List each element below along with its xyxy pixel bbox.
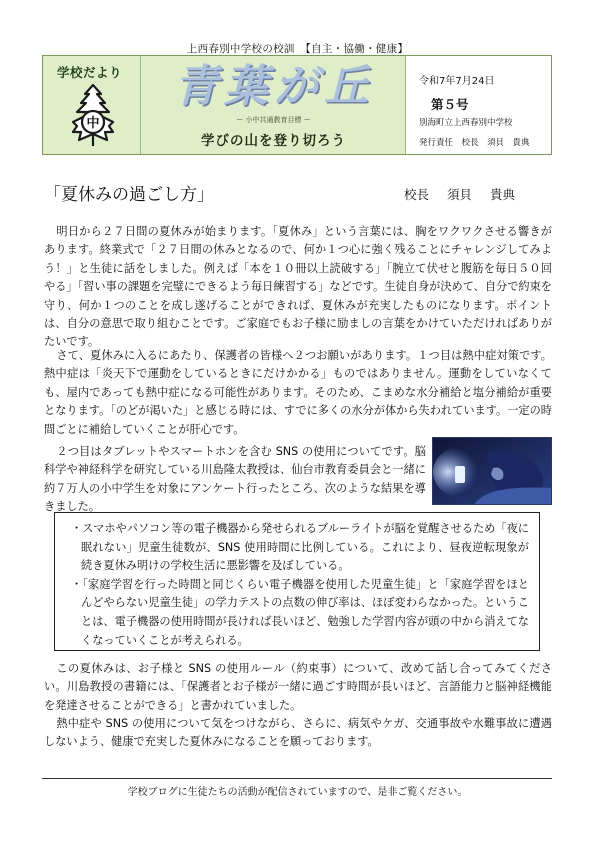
author-given-name: 貴典: [490, 187, 516, 202]
school-emblem-icon: [65, 82, 121, 148]
finding-item: ・ 「家庭学習を行った時間と同じくらい電子機器を使用した児童生徒」と「家庭学習をほとんどやらない児童生徒」の学力テストの点数の伸び率は、ほぼ変わらなかった。ということは、電子機器の使用時間が長ければ長いほど、勉強した学習内容が頭の中から消えてなくなっていくことが考えられる。: [69, 576, 529, 650]
findings-list: [69, 520, 529, 650]
phone-at-night-image: [432, 437, 552, 505]
paragraph-sns-rules: この夏休みは、お子様と SNS の使用ルール（約束事）について、改めて話し合ってみてください。川島教授の書籍には、「保護者とお子様が一緒に過ごす時間が長いほど、言語能力と脳神経機能を発達させることができる」と書かれていました。: [44, 662, 552, 712]
footer-note: 学校ブログに生徒たちの活動が配信されていますので、是非ご覧ください。: [127, 787, 468, 798]
article-headline: 「夏休みの過ごし方」: [44, 185, 214, 205]
paragraph-heatstroke: さて、夏休みに入るにあたり、保護者の皆様へ２つお願いがあります。１つ目は熱中症対策です。熱中症は「炎天下で運動をしているときにだけかかる」ものではありません。運動をしていなくても、屋内であっても熱中症になる可能性があります。そのため、こまめな水分補給と塩分補給が重要となります。「のどが渇いた」と感じる時には、すでに多くの水分が体から失われています。一定の時間ごとに補給していくことが肝心です。: [44, 349, 552, 436]
school-motto: 上西春別中学校の校訓 【自主・協働・健康】: [186, 43, 409, 55]
paragraph-closing: 熱中症や SNS の使用について気をつけながら、さらに、病気やケガ、交通事故や水難事故に遭遇しないよう、健康で充実した夏休みになることを願っております。: [44, 717, 552, 749]
research-findings-box: [54, 512, 540, 651]
author-title: 校長: [404, 187, 430, 202]
masthead-label-panel: [43, 56, 141, 154]
issue-number: 第５号: [431, 97, 469, 112]
article-author: [404, 185, 515, 203]
author-surname: 須貝: [447, 187, 473, 202]
newsletter-label: 学校だより: [57, 65, 123, 80]
paragraph-sns: ２つ目はタブレットやスマートホンを含む SNS の使用についてです。脳科学や神経科学を研究している川島隆太教授は、仙台市教育委員会と一緒に約７万人の小中学生を対象にアンケート行ったところ、次のような結果を導きました。: [44, 445, 426, 514]
slogan: 学びの山を登り切ろう: [201, 133, 346, 149]
masthead: [42, 55, 552, 155]
issue-date: 令和7年7月24日: [419, 76, 495, 87]
paragraph-intro: 明日から２７日間の夏休みが始まります。「夏休み」という言葉には、胸をワクワクさせる響きがあります。終業式で「２７日間の休みとなるので、何か１つ心に強く残ることにチャレンジしてみよう！」と生徒に話をしました。例えば「本を１０冊以上読破する」「腕立て伏せと腹筋を毎日５０回やる」「習い事の課題を完璧にできるよう毎日練習する」などです。生徒自身が決めて、自分で約束を守り、何か１つのことを成し遂げることができれば、夏休みが充実したものになります。ポイントは、自分の意思で取り組むことです。ご家庭でもお子様に励ましの言葉をかけていただければありがたいです。: [44, 225, 552, 349]
finding-item: ・ スマホやパソコン等の電子機器から発せられるブルーライトが脳を覚醒させるため「夜に眠れない」児童生徒数が、SNS 使用時間に比例している。これにより、昼夜逆転現象が続き夏休み明けの学校生活に悪影響を及ぼしている。: [69, 520, 529, 576]
masthead-info-panel: [409, 56, 551, 154]
newsletter-title: 青葉が丘: [174, 61, 374, 112]
footer-divider: [42, 778, 552, 779]
emblem-char: 中: [86, 116, 100, 131]
masthead-title-panel: [141, 56, 406, 154]
phone-at-night-illustration: [433, 438, 552, 505]
publisher: 発行責任 校長 須貝 貴典: [419, 138, 530, 148]
school-name: 別海町立上西春別中学校: [419, 118, 513, 128]
education-goal-label: ー 小中共通教育目標 ー: [236, 116, 311, 124]
